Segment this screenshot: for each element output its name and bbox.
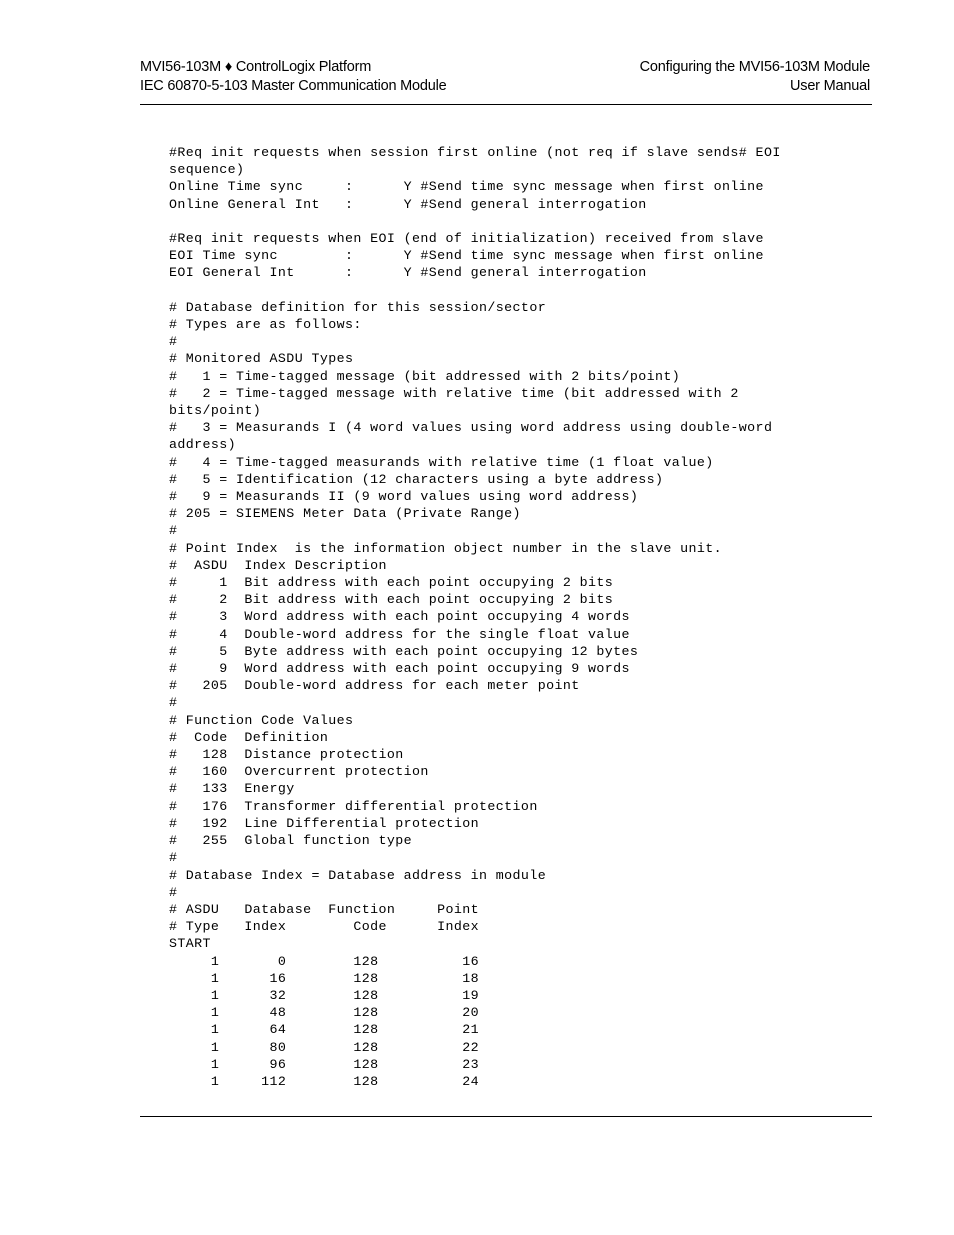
config-line: 1 80 128 22 <box>169 1039 480 1055</box>
config-line <box>169 213 781 230</box>
config-line: # Point Index is the information object number in the slave unit. <box>169 540 723 556</box>
config-line: START <box>169 936 211 952</box>
config-line: #Req init requests when EOI (end of initialization) received from slave <box>169 231 764 246</box>
config-line: # <box>169 884 178 900</box>
config-line <box>169 282 781 299</box>
config-line: bits/point) <box>169 403 262 419</box>
config-line: # Function Code Values <box>169 712 354 728</box>
header-document-type: User Manual <box>790 78 870 94</box>
header-product-title: MVI56-103M ♦ ControlLogix Platform <box>140 59 372 75</box>
header-divider <box>140 104 872 105</box>
header-left <box>140 58 447 96</box>
config-line: # Type Index Code Index <box>169 919 480 935</box>
config-line: 1 0 128 16 <box>169 953 480 969</box>
config-line: # 255 Global function type <box>169 833 413 849</box>
footer-divider <box>140 1116 872 1117</box>
config-line: Online General Int : Y #Send general interrogation <box>169 196 647 212</box>
config-line: EOI General Int : Y #Send general interrogation <box>169 265 647 281</box>
config-line: # 128 Distance protection <box>169 747 404 763</box>
config-line: # 2 = Time-tagged message with relative time (bit addressed with 2 <box>169 385 739 401</box>
config-line: # 2 Bit address with each point occupying 2 bits <box>169 592 614 608</box>
config-line: 1 48 128 20 <box>169 1005 480 1021</box>
config-line: sequence) <box>169 162 245 178</box>
config-line: 1 32 128 19 <box>169 987 480 1003</box>
config-line: # <box>169 334 178 350</box>
header-product-subtitle: IEC 60870-5-103 Master Communication Module <box>140 78 447 94</box>
config-line: # 133 Energy <box>169 781 295 797</box>
config-line: Online Time sync : Y #Send time sync message when first online <box>169 179 764 195</box>
config-line: # 192 Line Differential protection <box>169 815 480 831</box>
header-section-title: Configuring the MVI56-103M Module <box>639 59 870 75</box>
config-line: # Database definition for this session/sector <box>169 299 547 315</box>
config-line: # 4 Double-word address for the single float value <box>169 626 630 642</box>
config-line: # 9 Word address with each point occupying 9 words <box>169 661 630 677</box>
config-line: # 1 = Time-tagged message (bit addressed with 2 bits/point) <box>169 368 681 384</box>
config-line: # ASDU Database Function Point <box>169 901 480 917</box>
config-line: 1 96 128 23 <box>169 1056 480 1072</box>
config-line: # 5 = Identification (12 characters using a byte address) <box>169 471 664 487</box>
config-line: # 9 = Measurands II (9 word values using word address) <box>169 489 639 505</box>
config-line: # 5 Byte address with each point occupying 12 bytes <box>169 643 639 659</box>
config-line: 1 112 128 24 <box>169 1073 480 1089</box>
config-line: # Code Definition <box>169 729 329 745</box>
config-line: 1 16 128 18 <box>169 970 480 986</box>
config-line: # <box>169 523 178 539</box>
config-line: # ASDU Index Description <box>169 557 387 573</box>
config-line: # 1 Bit address with each point occupying 2 bits <box>169 575 614 591</box>
config-line: # 3 Word address with each point occupying 4 words <box>169 609 630 625</box>
config-line: # <box>169 850 178 866</box>
config-line: 1 64 128 21 <box>169 1022 480 1038</box>
config-line: # 176 Transformer differential protection <box>169 798 538 814</box>
config-line: # 160 Overcurrent protection <box>169 764 429 780</box>
config-line: # Database Index = Database address in module <box>169 867 547 883</box>
config-line: EOI Time sync : Y #Send time sync message when first online <box>169 248 764 264</box>
config-line: # Types are as follows: <box>169 317 362 332</box>
config-line: #Req init requests when session first online (not req if slave sends# EOI <box>169 145 781 160</box>
config-line: # 4 = Time-tagged measurands with relative time (1 float value) <box>169 454 714 470</box>
header-right <box>640 58 870 96</box>
config-listing <box>169 144 781 1090</box>
config-line: # <box>169 695 178 711</box>
config-line: # Monitored ASDU Types <box>169 351 354 367</box>
config-line: # 3 = Measurands I (4 word values using word address using double-word <box>169 420 773 436</box>
config-line: address) <box>169 437 237 453</box>
config-line: # 205 = SIEMENS Meter Data (Private Range) <box>169 506 521 522</box>
config-line: # 205 Double-word address for each meter point <box>169 678 580 694</box>
